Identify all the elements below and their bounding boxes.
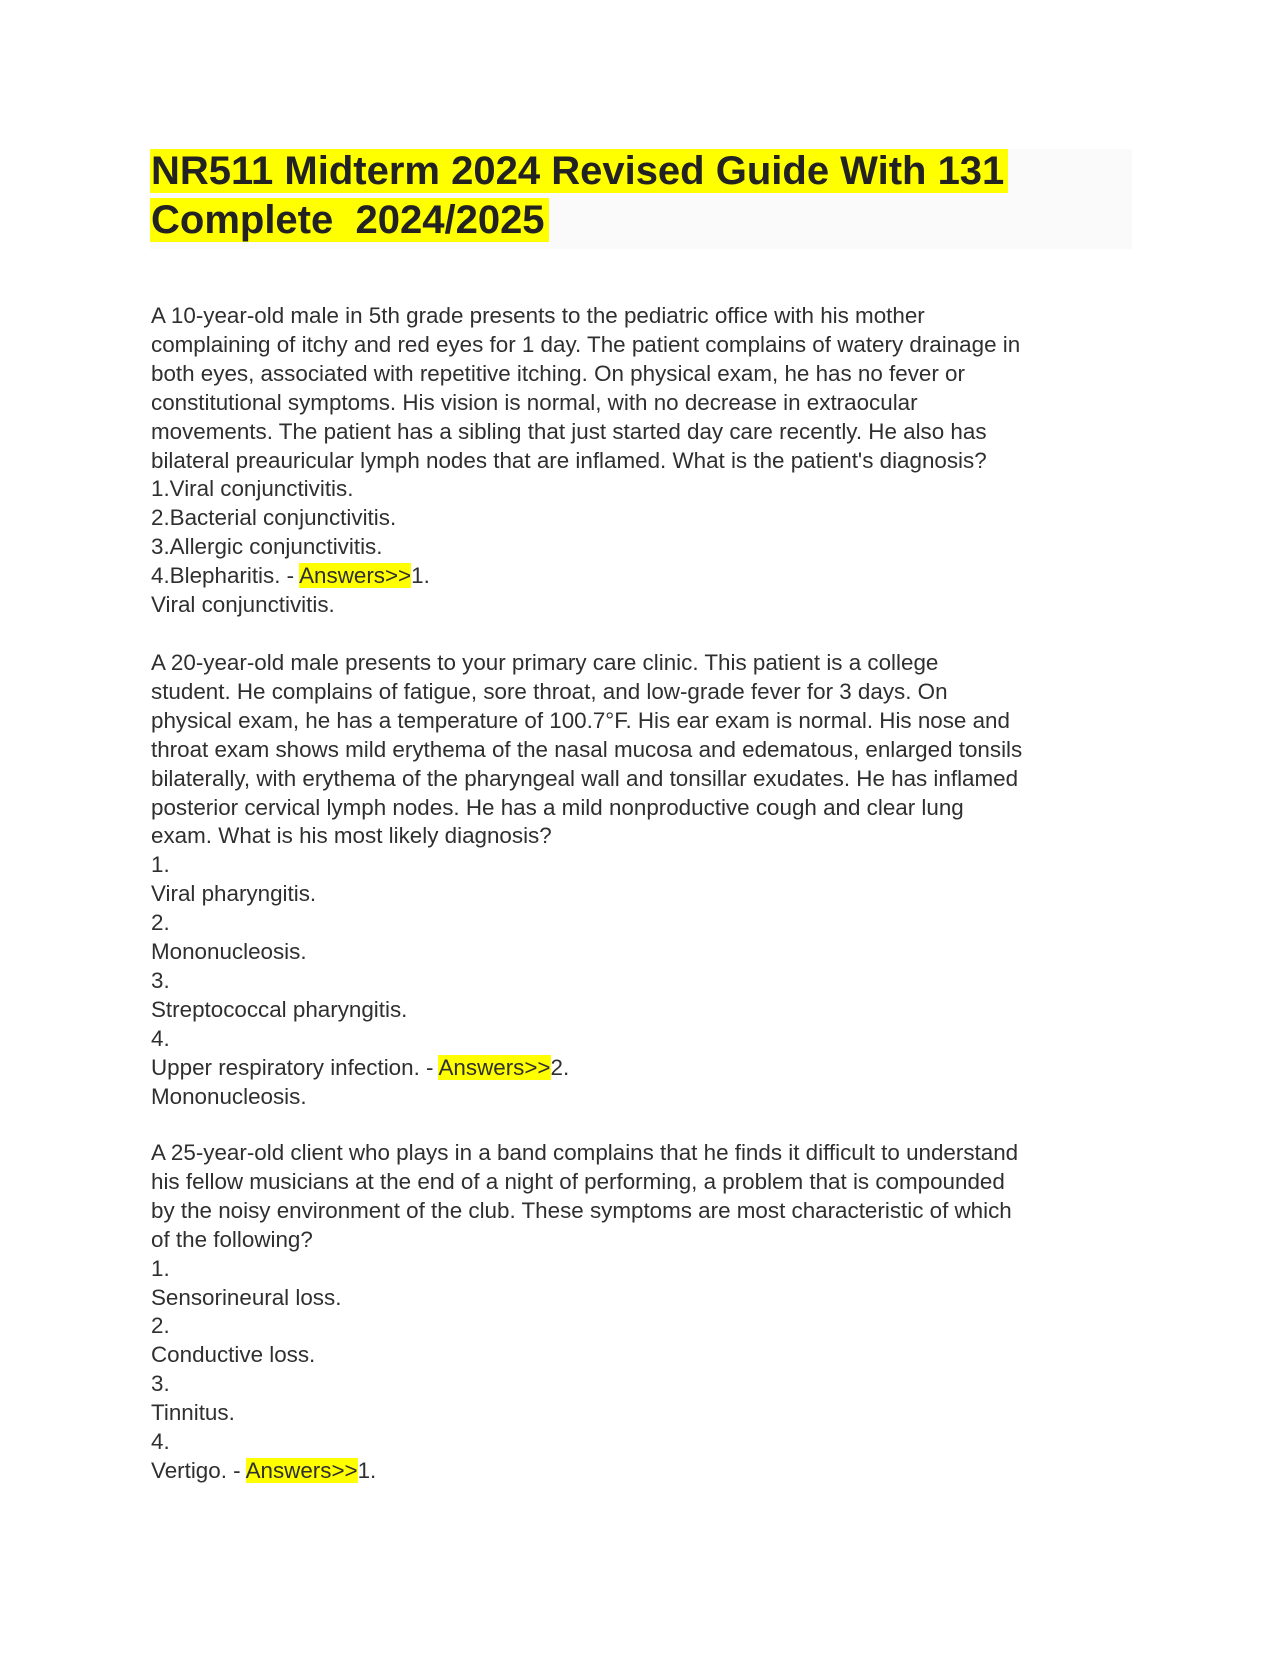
last-option-text: 4.Blepharitis. - — [151, 563, 300, 589]
question-stem-line: exam. What is his most likely diagnosis? — [151, 823, 552, 849]
option-line: 3. — [151, 967, 170, 993]
question-stem-line: his fellow musicians at the end of a night of performing, a problem that is compounded — [151, 1168, 1005, 1194]
last-option-text: Upper respiratory infection. - — [151, 1054, 439, 1080]
answer-number: 1. — [357, 1457, 377, 1483]
option-line: 1. — [151, 852, 170, 878]
option-line: Tinnitus. — [151, 1400, 235, 1426]
answer-number: 2. — [550, 1054, 570, 1080]
question-stem-line: A 10-year-old male in 5th grade presents to the pediatric office with his mother — [151, 303, 925, 328]
option-line: 2. — [151, 1313, 170, 1339]
answer-line — [151, 562, 1141, 591]
question-stem-line: physical exam, he has a temperature of 100.7°F. His ear exam is normal. His nose and — [151, 707, 1010, 733]
question-stem-line: student. He complains of fatigue, sore throat, and low-grade fever for 3 days. On — [151, 678, 948, 704]
option-line: Streptococcal pharyngitis. — [151, 996, 408, 1022]
last-option-text: Vertigo. - — [151, 1457, 246, 1483]
question-stem-line: movements. The patient has a sibling that just started day care recently. He also has — [151, 418, 987, 444]
option-line: 2. — [151, 910, 170, 936]
answer-line — [151, 1457, 1141, 1486]
question-stem-line: of the following? — [151, 1226, 313, 1252]
question-stem-line: bilaterally, with erythema of the pharyngeal wall and tonsillar exudates. He has inflamed — [151, 765, 1019, 791]
option-line: 3. — [151, 1371, 170, 1397]
question-stem-line: constitutional symptoms. His vision is normal, with no decrease in extraocular — [151, 389, 918, 415]
answer-label: Answers>> — [245, 1457, 358, 1483]
option-line: 4. — [151, 1429, 170, 1455]
option-line: Sensorineural loss. — [151, 1284, 342, 1310]
question-stem-line: posterior cervical lymph nodes. He has a mild nonproductive cough and clear lung — [151, 794, 964, 820]
document-title-line-1: NR511 Midterm 2024 Revised Guide With 131 — [150, 147, 1008, 195]
option-line: 1.Viral conjunctivitis. — [151, 476, 354, 502]
answer-number: 1. — [411, 563, 430, 589]
answer-text: Mononucleosis. — [151, 1083, 307, 1109]
question-1 — [151, 302, 1141, 620]
question-stem-line: A 20-year-old male presents to your primary care clinic. This patient is a college — [151, 650, 939, 675]
option-line: 2.Bacterial conjunctivitis. — [151, 505, 397, 531]
question-stem-line: both eyes, associated with repetitive itching. On physical exam, he has no fever or — [151, 360, 965, 386]
option-line: Viral pharyngitis. — [151, 881, 317, 907]
option-line: 1. — [151, 1255, 170, 1281]
question-stem-line: by the noisy environment of the club. These symptoms are most characteristic of which — [151, 1197, 1012, 1223]
document-title-line-2: Complete 2024/2025 — [150, 196, 549, 244]
question-stem-line: bilateral preauricular lymph nodes that are inflamed. What is the patient's diagnosis? — [151, 447, 987, 473]
answer-line — [151, 1054, 1141, 1083]
option-line: 3.Allergic conjunctivitis. — [151, 534, 383, 560]
question-stem-line: A 25-year-old client who plays in a band complains that he finds it difficult to understand — [151, 1140, 1019, 1165]
option-line: Conductive loss. — [151, 1342, 316, 1368]
answer-label: Answers>> — [299, 563, 412, 589]
answer-label: Answers>> — [438, 1054, 551, 1080]
question-stem-line: complaining of itchy and red eyes for 1 day. The patient complains of watery drainage in — [151, 331, 1021, 357]
question-stem-line: throat exam shows mild erythema of the nasal mucosa and edematous, enlarged tonsils — [151, 736, 1023, 762]
question-3 — [151, 1139, 1141, 1486]
option-line: 4. — [151, 1025, 170, 1051]
option-line: Mononucleosis. — [151, 939, 307, 965]
answer-text: Viral conjunctivitis. — [151, 592, 335, 618]
question-2 — [151, 649, 1141, 1112]
